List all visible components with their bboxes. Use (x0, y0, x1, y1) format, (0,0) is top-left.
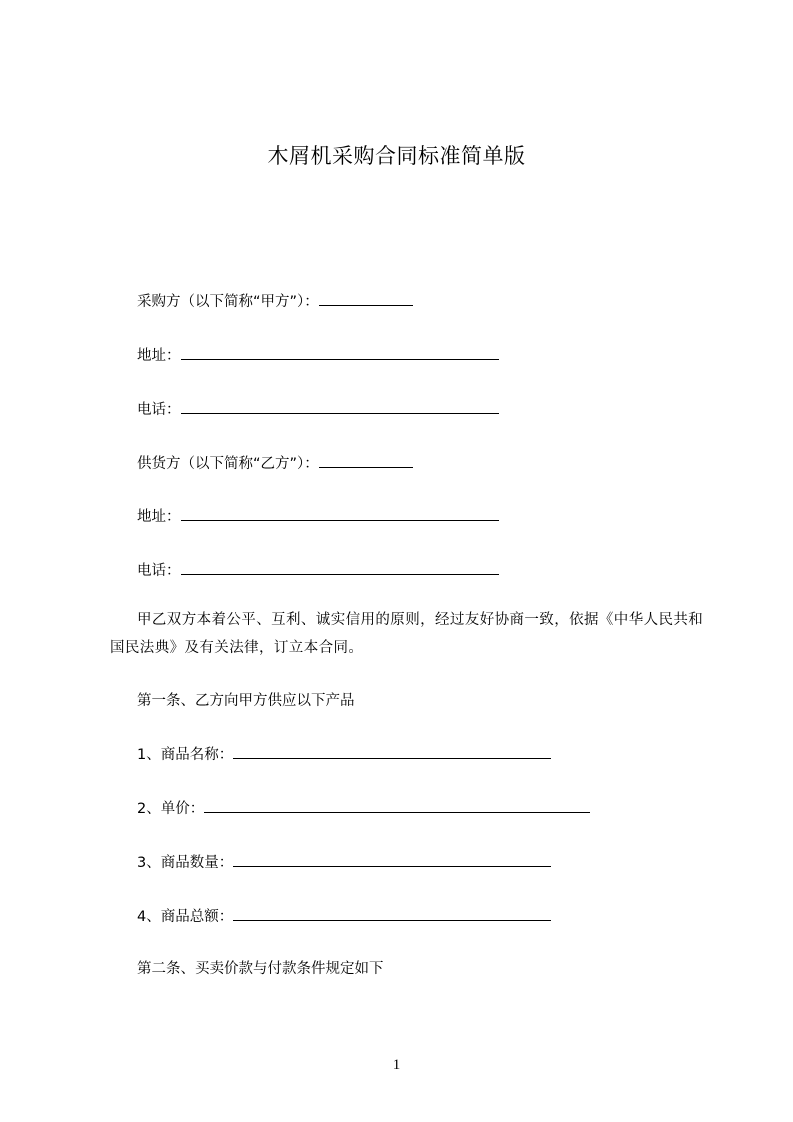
quantity-label: 3、商品数量： (137, 855, 234, 871)
seller-address-blank (181, 504, 499, 521)
article1-item-total (137, 904, 551, 929)
buyer-address-blank (181, 343, 499, 360)
buyer-label: 采购方（以下简称“甲方”）： (137, 294, 319, 310)
seller-phone-line (137, 558, 499, 583)
page-number: 1 (392, 1057, 401, 1073)
buyer-phone-label: 电话： (137, 402, 181, 418)
buyer-address-line (137, 343, 499, 368)
buyer-line (137, 289, 413, 314)
article2-heading: 第二条、买卖价款与付款条件规定如下 (137, 961, 384, 977)
item-name-label: 1、商品名称： (137, 747, 234, 763)
buyer-phone-blank (181, 397, 499, 414)
seller-address-line (137, 504, 499, 529)
seller-phone-blank (181, 558, 499, 575)
item-name-blank (233, 742, 551, 759)
seller-phone-label: 电话： (137, 563, 181, 579)
quantity-blank (233, 850, 551, 867)
total-blank (233, 904, 551, 921)
seller-name-blank (319, 451, 413, 468)
unit-price-label: 2、单价： (137, 801, 205, 817)
buyer-phone-line (137, 397, 499, 422)
buyer-name-blank (319, 289, 413, 306)
article1-item-unit-price (137, 796, 590, 821)
unit-price-blank (204, 796, 590, 813)
intro-paragraph: 甲乙双方本着公平、互利、诚实信用的原则，经过友好协商一致，依据《中华人民共和国民法典》及有关法律，订立本合同。 (110, 612, 704, 656)
seller-address-label: 地址： (137, 509, 181, 525)
article1-heading: 第一条、乙方向甲方供应以下产品 (137, 693, 355, 709)
seller-label: 供货方（以下简称“乙方”）： (137, 456, 319, 472)
seller-line (137, 451, 413, 476)
total-label: 4、商品总额： (137, 909, 234, 925)
document-title: 木屑机采购合同标准简单版 (267, 144, 526, 168)
buyer-address-label: 地址： (137, 348, 181, 364)
article1-item-name (137, 742, 551, 767)
article1-item-quantity (137, 850, 551, 875)
